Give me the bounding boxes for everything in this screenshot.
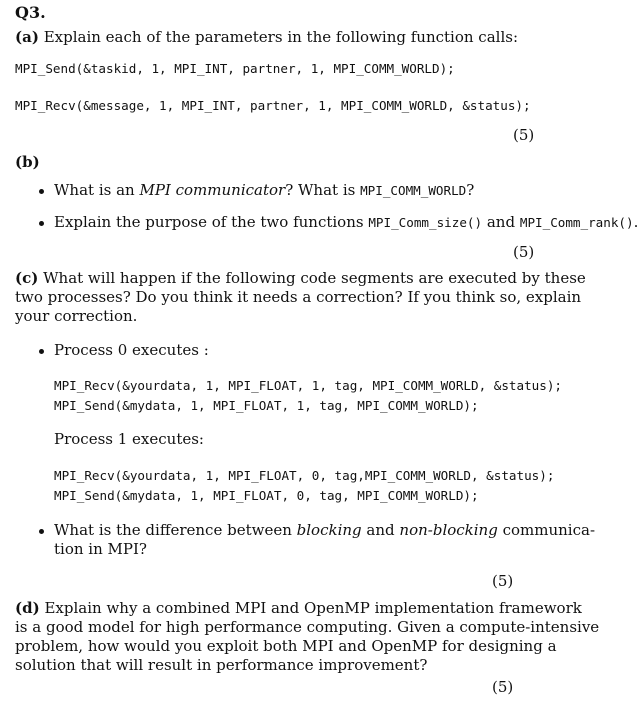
- process-0-heading: Process 0 executes :: [54, 341, 209, 359]
- part-d-label: (d): [15, 599, 40, 617]
- part-d-line-2: is a good model for high performance computing. Given a compute-intensive: [15, 618, 600, 636]
- bullet-icon: [39, 221, 44, 226]
- part-b-marks: (5): [513, 243, 535, 261]
- text-segment: communica-: [502, 521, 596, 539]
- code-mpi-comm-size: MPI_Comm_size(): [368, 215, 483, 230]
- part-c-line-2: two processes? Do you think it needs a correction? If you think so, explain: [15, 288, 582, 306]
- text-segment: Explain the purpose of the two functions: [54, 213, 364, 231]
- process-0-code-send: MPI_Send(&mydata, 1, MPI_FLOAT, 1, tag, MPI_COMM_WORLD);: [54, 398, 479, 413]
- bullet-icon: [39, 529, 44, 534]
- text-segment: and: [486, 213, 516, 231]
- emphasis-mpi-communicator: MPI communicator: [139, 181, 286, 199]
- bullet-icon: [39, 189, 44, 194]
- code-mpi-comm-world: MPI_COMM_WORLD: [360, 183, 467, 198]
- emphasis-blocking: blocking: [296, 521, 362, 539]
- process-1-code-send: MPI_Send(&mydata, 1, MPI_FLOAT, 0, tag, MPI_COMM_WORLD);: [54, 488, 479, 503]
- process-1-code-recv: MPI_Recv(&yourdata, 1, MPI_FLOAT, 0, tag,MPI_COMM_WORLD, &status);: [54, 468, 555, 483]
- process-0-code-recv: MPI_Recv(&yourdata, 1, MPI_FLOAT, 1, tag, MPI_COMM_WORLD, &status);: [54, 378, 562, 393]
- text-segment: Explain why a combined MPI and OpenMP implementation framework: [44, 599, 582, 617]
- part-a-marks: (5): [513, 126, 535, 144]
- part-d-marks: (5): [492, 678, 514, 696]
- text-segment: .: [633, 213, 638, 231]
- text-segment: What is an: [54, 181, 135, 199]
- part-a: [15, 28, 518, 47]
- part-c-bullet-line-1: [54, 521, 595, 540]
- code-mpi-comm-rank: MPI_Comm_rank(): [519, 215, 634, 230]
- part-b-label: (b): [15, 153, 40, 171]
- text-segment: What will happen if the following code segments are executed by these: [43, 269, 586, 287]
- part-c-line-1: [15, 269, 586, 288]
- part-a-label: (a): [15, 28, 39, 46]
- part-b-bullet-2: [54, 213, 638, 232]
- bullet-icon: [39, 349, 44, 354]
- part-c-label: (c): [15, 269, 39, 287]
- part-c-marks: (5): [492, 572, 514, 590]
- part-d-line-4: solution that will result in performance improvement?: [15, 656, 428, 674]
- question-number: Q3.: [15, 3, 46, 22]
- emphasis-non-blocking: non-blocking: [399, 521, 498, 539]
- part-d-line-3: problem, how would you exploit both MPI and OpenMP for designing a: [15, 637, 557, 655]
- part-b-bullet-1: [54, 181, 474, 200]
- process-1-heading: Process 1 executes:: [54, 430, 204, 448]
- part-c-bullet-line-2: tion in MPI?: [54, 540, 147, 558]
- code-mpi-recv: MPI_Recv(&message, 1, MPI_INT, partner, 1, MPI_COMM_WORLD, &status);: [15, 98, 531, 113]
- code-mpi-send: MPI_Send(&taskid, 1, MPI_INT, partner, 1, MPI_COMM_WORLD);: [15, 61, 455, 76]
- part-a-text: Explain each of the parameters in the following function calls:: [43, 28, 518, 46]
- text-segment: ? What is: [285, 181, 356, 199]
- text-segment: ?: [466, 181, 475, 199]
- text-segment: and: [366, 521, 395, 539]
- text-segment: What is the difference between: [54, 521, 292, 539]
- part-c-line-3: your correction.: [15, 307, 138, 325]
- part-d-line-1: [15, 599, 582, 618]
